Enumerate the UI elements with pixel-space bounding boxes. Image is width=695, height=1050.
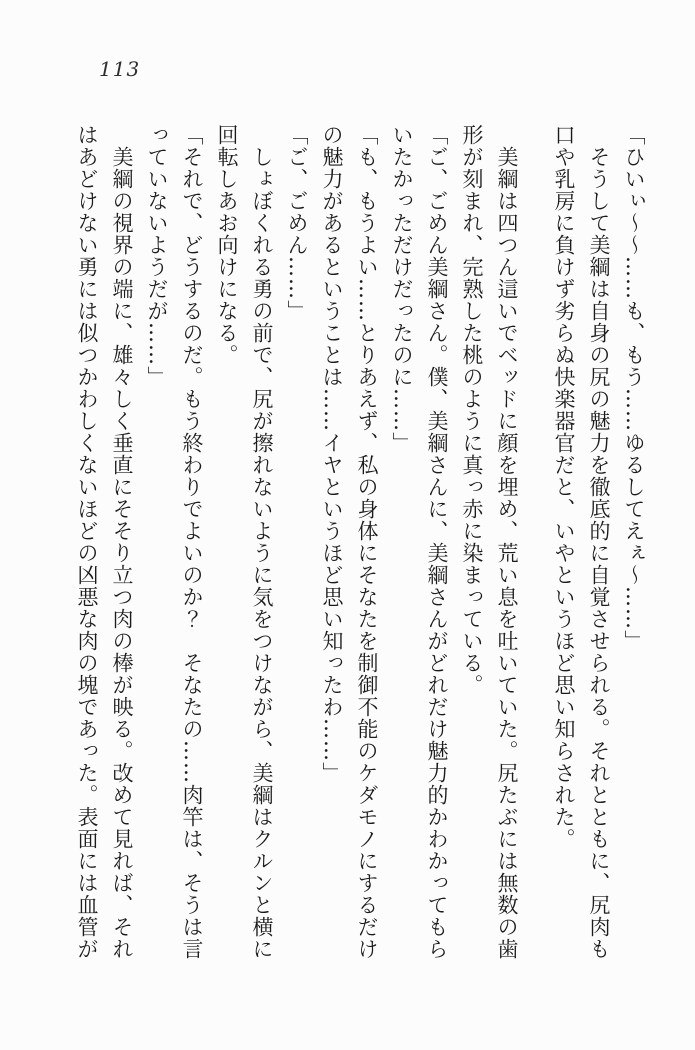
text-line: 「ご、ごめん……」 xyxy=(285,124,309,322)
text-line: 「ひいぃ～～……も、もう……ゆるしてえぇ～……」 xyxy=(622,124,646,652)
text-line: 「ご、ごめん美綱さん。僕、美綱さんに、美綱さんがどれだけ魅力的かわかってもら xyxy=(425,124,449,960)
text-line: っていないようだが……」 xyxy=(145,124,169,388)
text-line: 「も、もうよい……とりあえず、私の身体にそなたを制御不能のケダモノにするだけ xyxy=(355,124,379,960)
text-line: 形が刻まれ、完熟した桃のように真っ赤に染まっている。 xyxy=(460,124,484,696)
text-line: 回転しあお向けになる。 xyxy=(215,124,239,366)
vertical-text-block xyxy=(69,124,651,969)
text-line: いたかっただけだったのに……」 xyxy=(390,124,414,454)
page-number: 113 xyxy=(99,57,141,81)
text-line: の魅力があるということは……イヤというほど思い知ったわ……」 xyxy=(320,124,344,784)
text-line: しょぼくれる勇の前で、尻が擦れないように気をつけながら、美綱はクルンと横に xyxy=(250,146,274,960)
text-line: 美綱は四つん這いでベッドに顔を埋め、荒い息を吐いていた。尻たぶには無数の歯 xyxy=(495,146,519,960)
text-line: 「それで、どうするのだ。もう終わりでよいのか？ そなたの……肉竿は、そうは言 xyxy=(180,124,204,960)
text-line: 美綱の視界の端に、雄々しく垂直にそそり立つ肉の棒が映る。改めて見れば、それ xyxy=(110,146,134,960)
text-line: はあどけない勇には似つかわしくないほどの凶悪な肉の塊であった。表面には血管が xyxy=(75,124,99,960)
text-line: そうして美綱は自身の尻の魅力を徹底的に自覚させられる。それとともに、尻肉も xyxy=(587,146,611,960)
text-line: 口や乳房に負けず劣らぬ快楽器官だと、いやというほど思い知らされた。 xyxy=(552,124,576,850)
